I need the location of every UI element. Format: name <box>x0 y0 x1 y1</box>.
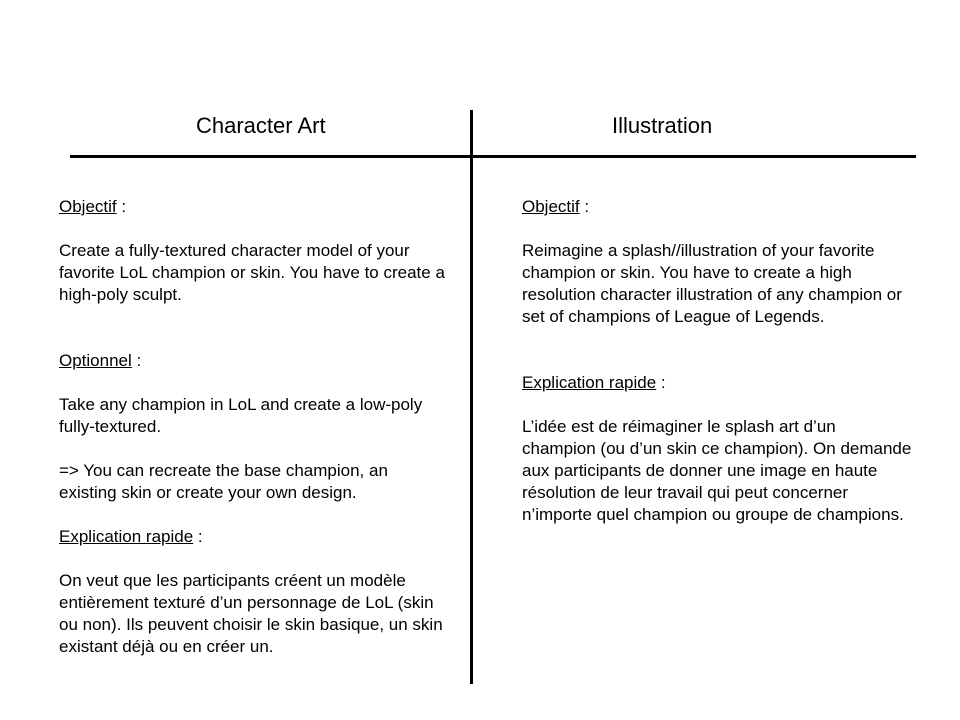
explication-rapide-text: On veut que les participants créent un modèle entièrement texturé d’un personnage de LoL (skin ou non). Ils peuvent choisir le skin basique, un skin existant déjà ou en créer un. <box>59 571 443 656</box>
character-art-header: Character Art <box>196 113 326 138</box>
optionnel-text: Take any champion in LoL and create a low-poly fully-textured. <box>59 395 423 436</box>
explication-rapide-heading: Explication rapide : <box>522 373 666 392</box>
illustration-column <box>522 196 912 526</box>
optionnel-heading: Optionnel : <box>59 351 142 370</box>
illustration-header: Illustration <box>612 113 713 138</box>
objectif-text: Reimagine a splash//illustration of your favorite champion or skin. You have to create a high resolution character illustration of any champion or set of champions of League of Legends. <box>522 241 902 326</box>
horizontal-divider <box>70 155 916 158</box>
optionnel-note: => You can recreate the base champion, an existing skin or create your own design. <box>59 461 388 502</box>
objectif-text: Create a fully-textured character model of your favorite LoL champion or skin. You have to create a high-poly sculpt. <box>59 241 445 304</box>
explication-rapide-text: L’idée est de réimaginer le splash art d’un champion (ou d’un skin ce champion). On demande aux participants de donner une image en haute résolution de leur travail qui peut concerner n’importe quel champion ou groupe de champions. <box>522 417 912 524</box>
explication-rapide-heading: Explication rapide : <box>59 527 203 546</box>
character-art-column <box>59 196 449 658</box>
vertical-divider <box>470 110 473 684</box>
objectif-heading: Objectif : <box>522 197 590 216</box>
objectif-heading: Objectif : <box>59 197 127 216</box>
